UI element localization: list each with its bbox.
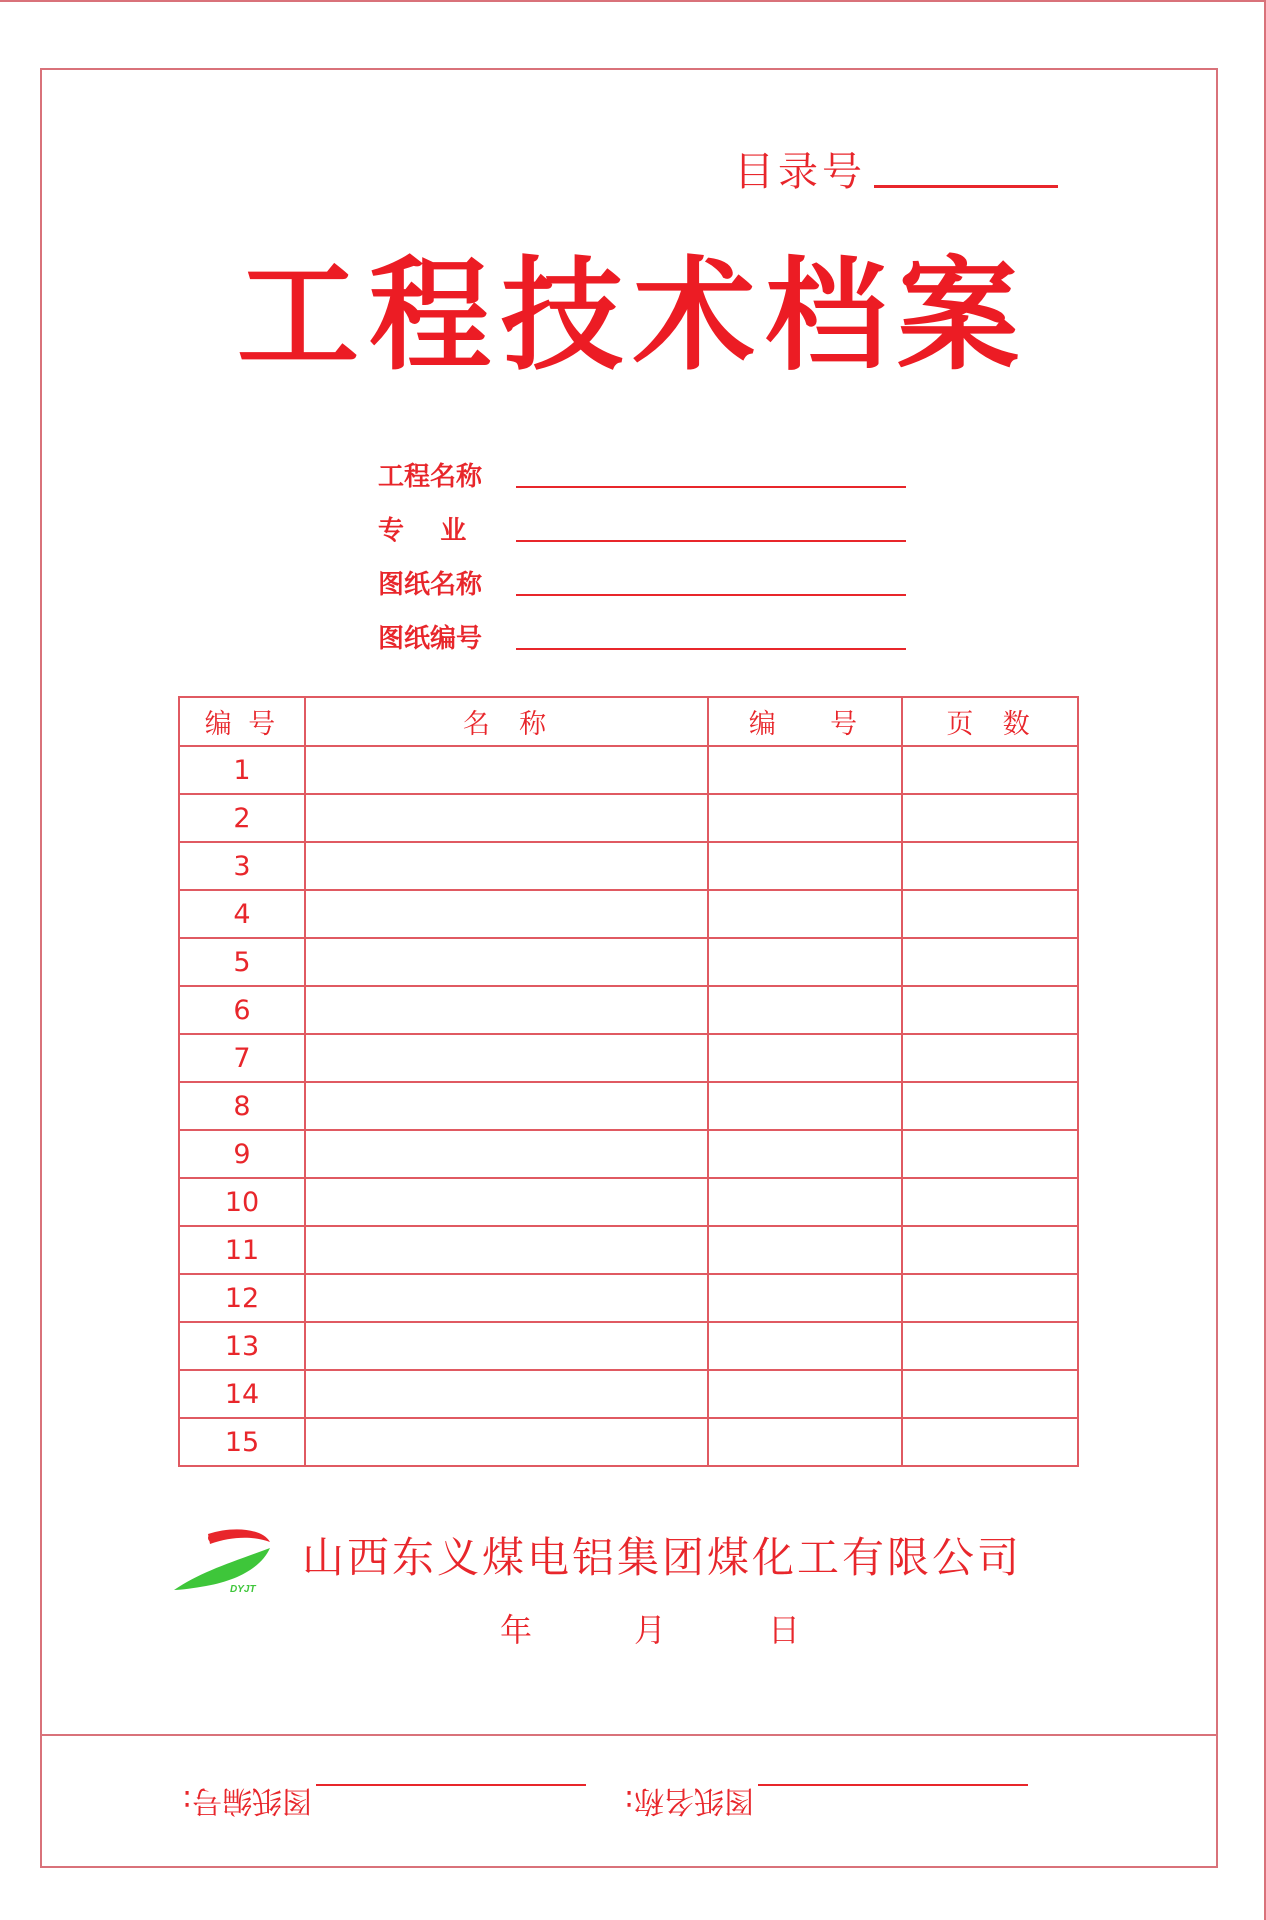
empty-cell	[902, 1322, 1078, 1370]
empty-cell	[902, 1034, 1078, 1082]
empty-cell	[708, 1082, 902, 1130]
empty-cell	[902, 890, 1078, 938]
table-row	[179, 1178, 1078, 1226]
field-label: 工程名称	[378, 462, 483, 492]
empty-cell	[305, 746, 708, 794]
row-number: 15	[179, 1418, 305, 1466]
company-logo-icon	[170, 1522, 278, 1594]
empty-cell	[708, 1034, 902, 1082]
info-fields	[378, 440, 906, 656]
date-month: 月	[633, 1611, 666, 1649]
table-row	[179, 986, 1078, 1034]
empty-cell	[708, 986, 902, 1034]
table-row	[179, 1082, 1078, 1130]
row-number: 7	[179, 1034, 305, 1082]
row-number: 1	[179, 746, 305, 794]
company-block	[170, 1522, 1022, 1594]
document-table	[178, 696, 1079, 1467]
field-project-name	[378, 440, 906, 494]
column-header: 编 号	[179, 697, 305, 746]
empty-cell	[305, 1034, 708, 1082]
row-number: 4	[179, 890, 305, 938]
footer-drawing-name	[624, 1770, 1028, 1820]
empty-cell	[902, 746, 1078, 794]
empty-cell	[708, 842, 902, 890]
empty-cell	[902, 1274, 1078, 1322]
footer-divider	[40, 1734, 1218, 1736]
empty-cell	[902, 986, 1078, 1034]
empty-cell	[708, 1226, 902, 1274]
field-blank	[516, 540, 906, 542]
row-number: 2	[179, 794, 305, 842]
table-row	[179, 842, 1078, 890]
empty-cell	[902, 1178, 1078, 1226]
empty-cell	[305, 1418, 708, 1466]
field-blank	[516, 594, 906, 596]
row-number: 6	[179, 986, 305, 1034]
field-drawing-number	[378, 602, 906, 656]
table-body	[179, 746, 1078, 1466]
empty-cell	[305, 842, 708, 890]
row-number: 10	[179, 1178, 305, 1226]
table-row	[179, 890, 1078, 938]
empty-cell	[305, 1130, 708, 1178]
table-row	[179, 746, 1078, 794]
empty-cell	[305, 938, 708, 986]
table-row	[179, 1226, 1078, 1274]
table-row	[179, 938, 1078, 986]
empty-cell	[708, 794, 902, 842]
field-drawing-name	[378, 548, 906, 602]
field-blank	[516, 648, 906, 650]
company-name: 山西东义煤电铝集团煤化工有限公司	[302, 1533, 1023, 1582]
empty-cell	[305, 1226, 708, 1274]
empty-cell	[305, 1082, 708, 1130]
field-label: 图纸编号	[378, 624, 483, 654]
field-blank	[516, 486, 906, 488]
column-header: 编 号	[708, 697, 902, 746]
table-row	[179, 1418, 1078, 1466]
row-number: 5	[179, 938, 305, 986]
row-number: 11	[179, 1226, 305, 1274]
catalog-number	[734, 148, 1058, 196]
column-header: 页 数	[902, 697, 1078, 746]
row-number: 9	[179, 1130, 305, 1178]
empty-cell	[902, 842, 1078, 890]
date-day: 日	[767, 1611, 800, 1649]
row-number: 13	[179, 1322, 305, 1370]
empty-cell	[708, 938, 902, 986]
empty-cell	[305, 1322, 708, 1370]
row-number: 3	[179, 842, 305, 890]
footer-blank	[758, 1784, 1028, 1786]
field-label: 专 业	[378, 516, 467, 546]
empty-cell	[708, 1274, 902, 1322]
field-label: 图纸名称	[378, 570, 483, 600]
empty-cell	[305, 986, 708, 1034]
column-header: 名 称	[305, 697, 708, 746]
empty-cell	[708, 1370, 902, 1418]
row-number: 8	[179, 1082, 305, 1130]
empty-cell	[902, 1130, 1078, 1178]
empty-cell	[708, 890, 902, 938]
empty-cell	[708, 1178, 902, 1226]
date-row	[500, 1610, 800, 1650]
empty-cell	[708, 1418, 902, 1466]
table-row	[179, 1370, 1078, 1418]
empty-cell	[902, 938, 1078, 986]
empty-cell	[305, 1178, 708, 1226]
empty-cell	[708, 746, 902, 794]
empty-cell	[708, 1130, 902, 1178]
empty-cell	[305, 890, 708, 938]
footer-drawing-number	[182, 1770, 586, 1820]
empty-cell	[902, 1370, 1078, 1418]
table-header-row	[179, 697, 1078, 746]
empty-cell	[902, 794, 1078, 842]
catalog-blank	[874, 185, 1058, 188]
empty-cell	[305, 794, 708, 842]
empty-cell	[708, 1322, 902, 1370]
footer-label: 图纸编号:	[182, 1783, 313, 1818]
table-row	[179, 1322, 1078, 1370]
page-title: 工程技术档案	[237, 245, 1029, 387]
table-row	[179, 1274, 1078, 1322]
table-row	[179, 1034, 1078, 1082]
empty-cell	[902, 1082, 1078, 1130]
table-row	[179, 794, 1078, 842]
row-number: 14	[179, 1370, 305, 1418]
footer-fields	[182, 1770, 1062, 1840]
field-specialty	[378, 494, 906, 548]
date-year: 年	[500, 1611, 533, 1649]
logo-text: DYJT	[230, 1584, 256, 1594]
empty-cell	[305, 1370, 708, 1418]
empty-cell	[305, 1274, 708, 1322]
empty-cell	[902, 1418, 1078, 1466]
catalog-label: 目录号	[734, 149, 866, 195]
table-row	[179, 1130, 1078, 1178]
footer-label: 图纸名称:	[624, 1783, 755, 1818]
empty-cell	[902, 1226, 1078, 1274]
footer-blank	[316, 1784, 586, 1786]
row-number: 12	[179, 1274, 305, 1322]
